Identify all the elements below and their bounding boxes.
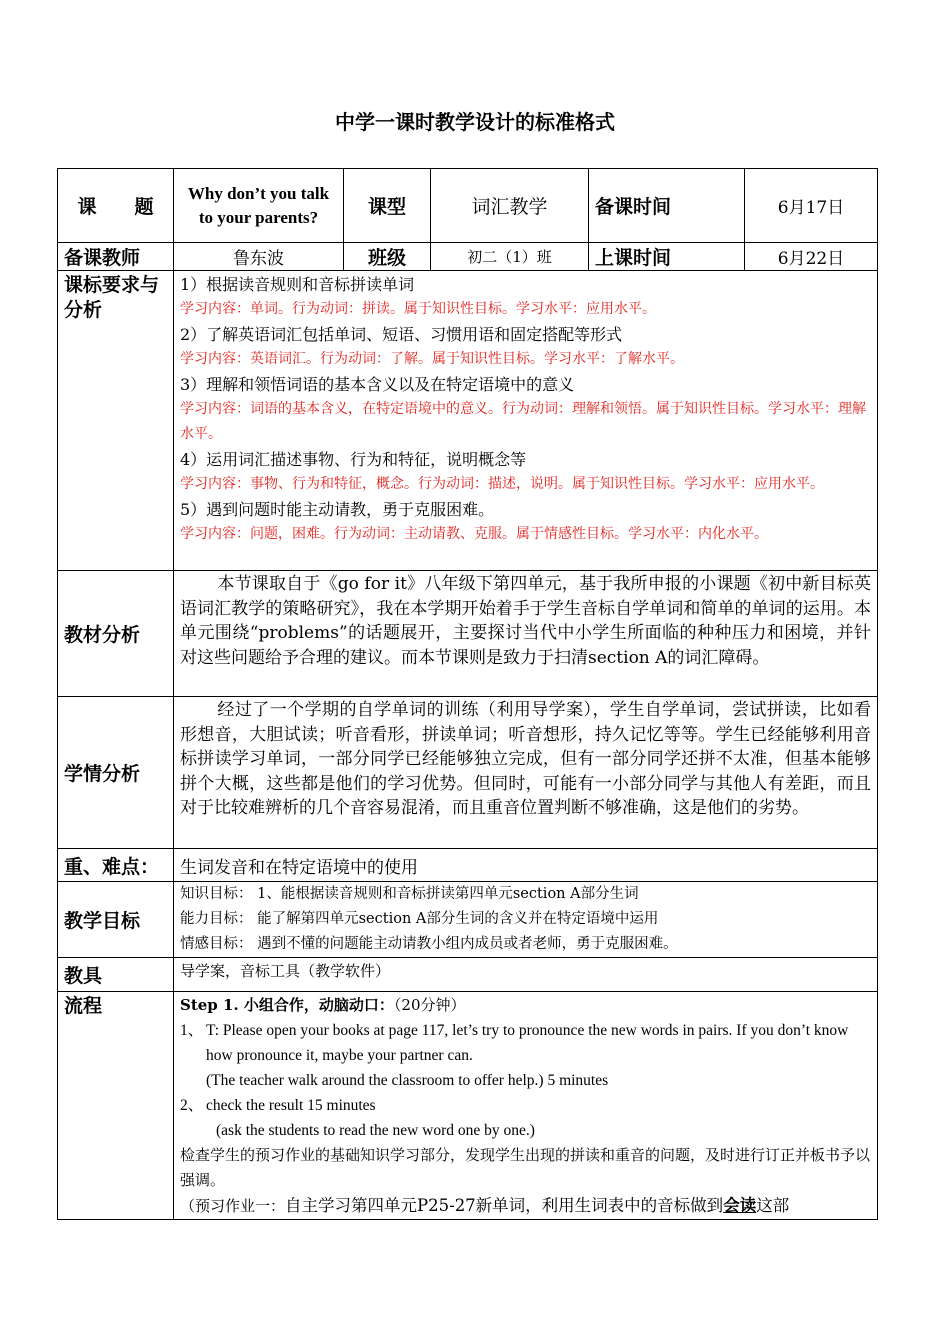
class-value: 初二（1）班 <box>431 243 589 271</box>
standards-content <box>174 271 878 571</box>
process-item-1-note: (The teacher walk around the classroom to offer help.) 5 minutes <box>206 1072 609 1089</box>
teacher-label: 备课教师 <box>58 243 174 271</box>
objectives-row <box>58 882 878 958</box>
objective-ability: 能力目标： 能了解第四单元section A部分生词的含义并在特定语境中运用 <box>180 911 659 927</box>
prep-time-label: 备课时间 <box>589 169 745 243</box>
keypoints-text: 生词发音和在特定语境中的使用 <box>174 849 878 882</box>
standards-label: 课标要求与分析 <box>58 271 174 571</box>
keypoints-row <box>58 849 878 882</box>
step-1-time: （20分钟） <box>393 996 466 1014</box>
process-homework <box>180 1193 871 1219</box>
tools-text: 导学案，音标工具（教学软件） <box>174 958 878 992</box>
process-label: 流程 <box>58 992 174 1220</box>
objective-emotion: 情感目标： 遇到不懂的问题能主动请教小组内成员或者老师，勇于克服困难。 <box>180 936 678 952</box>
students-content <box>174 697 878 849</box>
textbook-analysis-text: 本节课取自于《go for it》八年级下第四单元，基于我所申报的小课题《初中新目标英语词汇教学的策略研究》，我在本学期开始着手于学生音标自学单词和简单的单词的运用。本单元围绕“problems”的话题展开，主要探讨当代中小学生所面临的种种压力和困境，并针对这些问题给予合理的建议。而本节课则是致力于扫清section A的词汇障碍。 <box>180 574 871 668</box>
keypoints-label: 重、难点： <box>58 849 174 882</box>
standard-note-2: 学习内容：英语词汇。行为动词：了解。属于知识性目标。学习水平：了解水平。 <box>180 351 684 367</box>
standard-note-5: 学习内容：问题，困难。行为动词：主动请教、克服。属于情感性目标。学习水平：内化水平。 <box>180 526 768 542</box>
homework-suffix: 这部 <box>756 1196 790 1215</box>
lesson-plan-table <box>57 168 878 1220</box>
homework-prefix: （预习作业一： <box>180 1197 286 1215</box>
process-item-2-number: 2、 <box>180 1097 204 1114</box>
header-row-2 <box>58 243 878 271</box>
prep-time-value: 6月17日 <box>745 169 878 243</box>
tools-label: 教具 <box>58 958 174 992</box>
process-item-1-text: T: Please open your books at page 117, let’s try to pronounce the new words in pairs. If you don’t know how pronounce it, maybe your partner can. <box>206 1022 849 1064</box>
textbook-row <box>58 571 878 697</box>
topic-label: 课 题 <box>58 169 174 243</box>
objectives-label: 教学目标 <box>58 882 174 958</box>
step-1-title: Step 1. 小组合作，动脑动口： <box>180 996 394 1014</box>
standard-item-5: 5）遇到问题时能主动请教，勇于克服困难。 <box>180 500 495 519</box>
standard-item-3: 3）理解和领悟词语的基本含义以及在特定语境中的意义 <box>180 375 575 394</box>
process-item-1 <box>180 1018 871 1068</box>
process-item-2-text: check the result 15 minutes <box>206 1097 376 1114</box>
textbook-label: 教材分析 <box>58 571 174 697</box>
process-check-text: 检查学生的预习作业的基础知识学习部分，发现学生出现的拼读和重音的问题，及时进行订正并板书予以强调。 <box>180 1146 871 1189</box>
class-time-value: 6月22日 <box>745 243 878 271</box>
standard-item-1: 1）根据读音规则和音标拼读单词 <box>180 275 415 294</box>
process-content <box>174 992 878 1220</box>
standard-note-4: 学习内容：事物、行为和特征，概念。行为动词：描述，说明。属于知识性目标。学习水平：应用水平。 <box>180 476 824 492</box>
objective-knowledge: 知识目标： 1、能根据读音规则和音标拼读第四单元section A部分生词 <box>180 886 639 902</box>
students-analysis-text: 经过了一个学期的自学单词的训练（利用导学案），学生自学单词，尝试拼读，比如看形想音，大胆试读；听音看形，拼读单词；听音想形，持久记忆等等。学生已经能够利用音标拼读学习单词，一部分同学已经能够独立完成，但有一部分同学还拼不太准，但基本能够拼个大概，这些都是他们的学习优势。但同时，可能有一小部分同学与其他人有差距，而且对于比较难辨析的几个音容易混淆，而且重音位置判断不够准确，这是他们的劣势。 <box>180 700 871 818</box>
students-label: 学情分析 <box>58 697 174 849</box>
process-row <box>58 992 878 1220</box>
header-row-1 <box>58 169 878 243</box>
topic-value: Why don’t you talk to your parents? <box>174 169 344 243</box>
type-label: 课型 <box>344 169 431 243</box>
process-item-1-number: 1、 <box>180 1022 204 1039</box>
class-time-label: 上课时间 <box>589 243 745 271</box>
standards-row <box>58 271 878 571</box>
standard-item-2: 2）了解英语词汇包括单词、短语、习惯用语和固定搭配等形式 <box>180 325 623 344</box>
standard-note-3: 学习内容：词语的基本含义，在特定语境中的意义。行为动词：理解和领悟。属于知识性目标。学习水平：理解水平。 <box>180 401 866 442</box>
process-item-2 <box>180 1093 871 1118</box>
students-row <box>58 697 878 849</box>
homework-underline: 会读 <box>723 1196 757 1215</box>
step-1-heading <box>180 993 871 1018</box>
type-value: 词汇教学 <box>431 169 589 243</box>
standard-note-1: 学习内容：单词。行为动词：拼读。属于知识性目标。学习水平：应用水平。 <box>180 301 656 317</box>
teacher-value: 鲁东波 <box>174 243 344 271</box>
class-label: 班级 <box>344 243 431 271</box>
document-title: 中学一课时教学设计的标准格式 <box>335 110 615 134</box>
tools-row <box>58 958 878 992</box>
objectives-content <box>174 882 878 958</box>
process-item-2-note: (ask the students to read the new word one by one.) <box>216 1122 535 1139</box>
textbook-content <box>174 571 878 697</box>
standard-item-4: 4）运用词汇描述事物、行为和特征，说明概念等 <box>180 450 527 469</box>
homework-main: 自主学习第四单元P25-27新单词，利用生词表中的音标做到 <box>285 1196 724 1215</box>
